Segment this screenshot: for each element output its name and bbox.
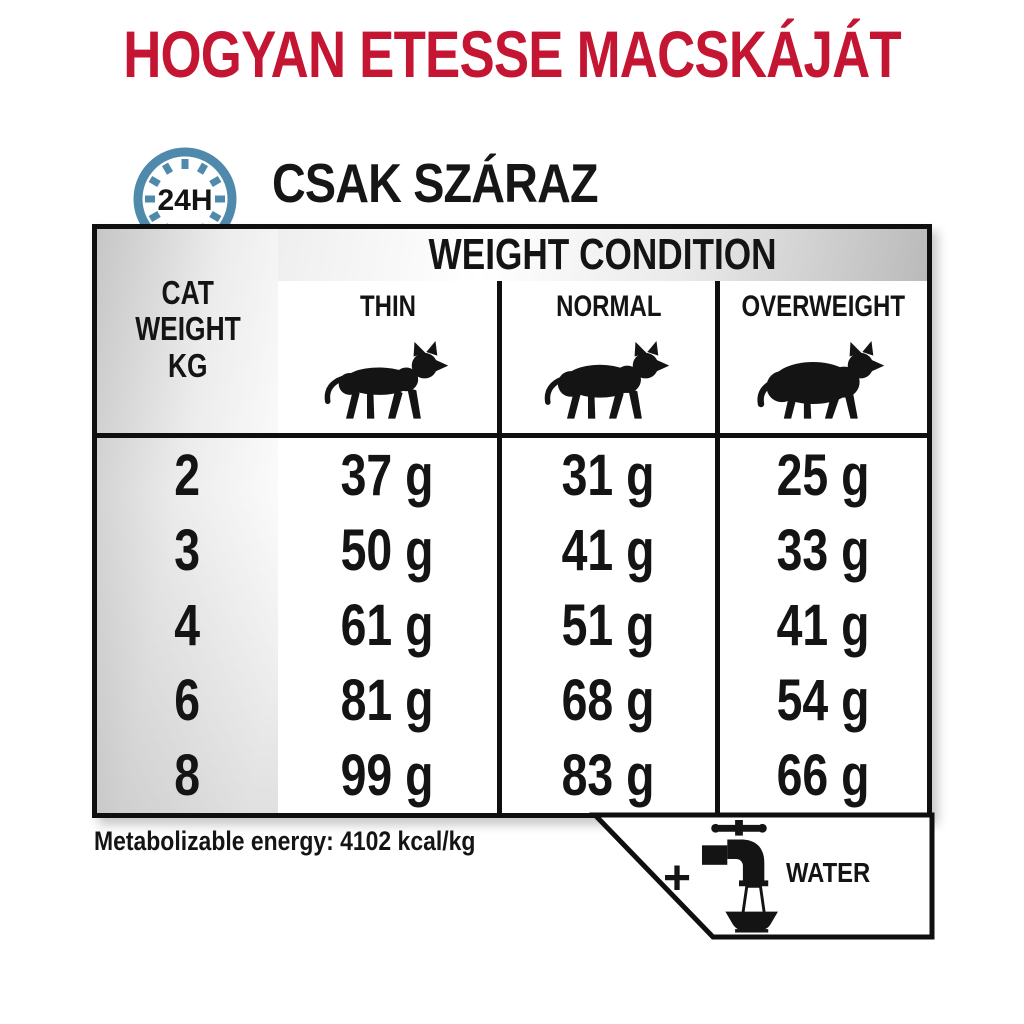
cat-normal-icon (534, 341, 684, 425)
feeding-table (92, 224, 932, 818)
column-thin-label: THIN (359, 290, 416, 323)
page-title-text: HOGYAN ETESSE MACSKÁJÁT (123, 17, 901, 91)
portion-value: 37 g (341, 443, 434, 508)
page-title (0, 17, 1024, 91)
portion-value: 61 g (341, 593, 434, 658)
weight-row-label: 6 (174, 668, 201, 733)
portion-value: 68 g (562, 668, 655, 733)
weight-condition-header: WEIGHT CONDITION (428, 230, 777, 279)
portion-value: 33 g (777, 518, 870, 583)
portion-value: 50 g (341, 518, 434, 583)
weight-row-label: 8 (174, 743, 201, 808)
cat-weight-column (97, 229, 278, 813)
portion-value: 41 g (777, 593, 870, 658)
portion-value: 41 g (562, 518, 655, 583)
weight-row-label: 2 (174, 443, 201, 508)
section-heading: CSAK SZÁRAZ (272, 152, 598, 214)
cat-weight-values (97, 438, 278, 813)
column-thin (278, 281, 497, 813)
column-overweight-values (720, 438, 927, 813)
cat-overweight-icon (749, 341, 899, 425)
weight-row-label: 4 (174, 593, 201, 658)
column-normal-values (502, 438, 715, 813)
portion-value: 25 g (777, 443, 870, 508)
water-label: WATER (786, 857, 871, 888)
portion-value: 83 g (562, 743, 655, 808)
plus-sign: + (662, 852, 692, 905)
clock-24h-label: 24H (157, 184, 213, 217)
portion-value: 51 g (562, 593, 655, 658)
column-normal-label: NORMAL (555, 290, 662, 323)
weight-row-label: 3 (174, 518, 201, 583)
column-overweight (720, 281, 927, 813)
column-overweight-label: OVERWEIGHT (741, 290, 906, 323)
cat-thin-icon (313, 341, 463, 425)
faucet-water-icon (700, 820, 778, 933)
column-normal (502, 281, 715, 813)
portion-value: 99 g (341, 743, 434, 808)
cat-weight-header: CAT WEIGHT KG (134, 274, 241, 384)
portion-value: 54 g (777, 668, 870, 733)
energy-note: Metabolizable energy: 4102 kcal/kg (94, 826, 476, 856)
column-thin-values (278, 438, 497, 813)
portion-value: 66 g (777, 743, 870, 808)
portion-value: 31 g (562, 443, 655, 508)
portion-value: 81 g (341, 668, 434, 733)
